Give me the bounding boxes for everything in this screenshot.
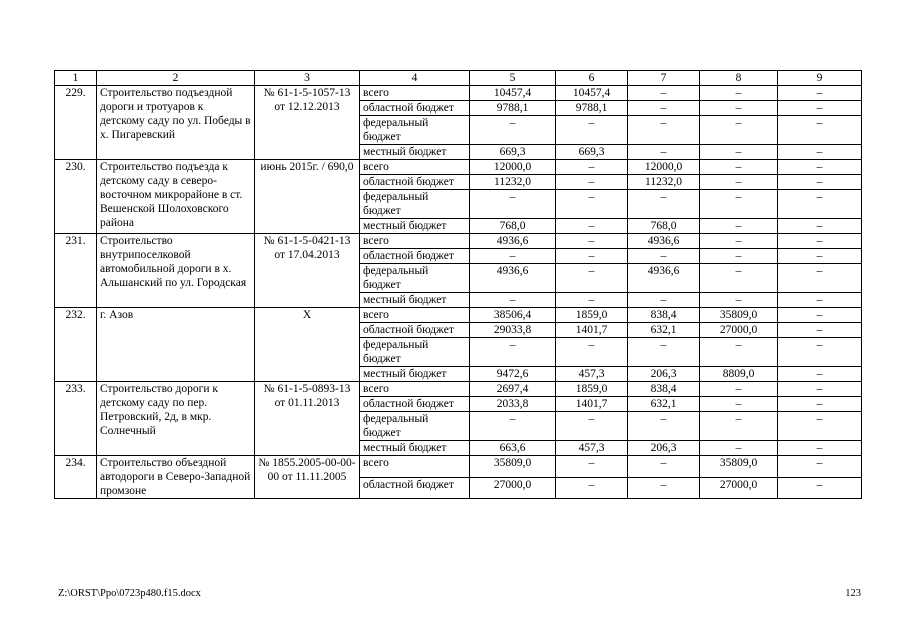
- funding-source: всего: [360, 86, 470, 101]
- amount-cell: 206,3: [628, 367, 700, 382]
- amount-cell: –: [700, 101, 778, 116]
- project-doc: июнь 2015г. / 690,0: [255, 160, 360, 234]
- amount-cell: –: [700, 382, 778, 397]
- amount-cell: 838,4: [628, 308, 700, 323]
- funding-source: местный бюджет: [360, 293, 470, 308]
- row-number: 231.: [55, 234, 97, 308]
- funding-source: областной бюджет: [360, 477, 470, 499]
- amount-cell: 838,4: [628, 382, 700, 397]
- amount-cell: –: [470, 293, 556, 308]
- amount-cell: –: [628, 145, 700, 160]
- header-cell: 8: [700, 71, 778, 86]
- amount-cell: –: [628, 249, 700, 264]
- amount-cell: 10457,4: [556, 86, 628, 101]
- amount-cell: 27000,0: [470, 477, 556, 499]
- amount-cell: –: [778, 86, 862, 101]
- amount-cell: –: [628, 116, 700, 145]
- amount-cell: 9472,6: [470, 367, 556, 382]
- amount-cell: –: [700, 249, 778, 264]
- row-number: 234.: [55, 456, 97, 499]
- row-number: 230.: [55, 160, 97, 234]
- amount-cell: 35809,0: [470, 456, 556, 478]
- amount-cell: –: [700, 160, 778, 175]
- amount-cell: –: [700, 234, 778, 249]
- amount-cell: 457,3: [556, 441, 628, 456]
- amount-cell: 12000,0: [470, 160, 556, 175]
- amount-cell: –: [556, 293, 628, 308]
- header-row: [55, 71, 862, 86]
- amount-cell: 4936,6: [470, 264, 556, 293]
- amount-cell: –: [470, 249, 556, 264]
- funding-source: областной бюджет: [360, 101, 470, 116]
- amount-cell: –: [556, 456, 628, 478]
- amount-cell: 27000,0: [700, 477, 778, 499]
- amount-cell: 632,1: [628, 323, 700, 338]
- amount-cell: –: [778, 441, 862, 456]
- amount-cell: –: [556, 175, 628, 190]
- amount-cell: 1401,7: [556, 323, 628, 338]
- table-row: [55, 308, 862, 323]
- amount-cell: 457,3: [556, 367, 628, 382]
- amount-cell: 4936,6: [470, 234, 556, 249]
- row-number: 232.: [55, 308, 97, 382]
- project-doc: № 1855.2005-00-00-00 от 11.11.2005: [255, 456, 360, 499]
- amount-cell: –: [700, 86, 778, 101]
- amount-cell: –: [778, 338, 862, 367]
- amount-cell: –: [556, 249, 628, 264]
- header-cell: 9: [778, 71, 862, 86]
- funding-source: областной бюджет: [360, 397, 470, 412]
- funding-source: федеральный бюджет: [360, 116, 470, 145]
- amount-cell: –: [778, 249, 862, 264]
- amount-cell: 11232,0: [628, 175, 700, 190]
- amount-cell: 632,1: [628, 397, 700, 412]
- funding-source: всего: [360, 308, 470, 323]
- funding-source: областной бюджет: [360, 175, 470, 190]
- amount-cell: –: [700, 338, 778, 367]
- funding-source: всего: [360, 234, 470, 249]
- amount-cell: –: [628, 412, 700, 441]
- amount-cell: 663,6: [470, 441, 556, 456]
- funding-source: федеральный бюджет: [360, 412, 470, 441]
- amount-cell: –: [778, 382, 862, 397]
- amount-cell: –: [470, 412, 556, 441]
- funding-source: всего: [360, 160, 470, 175]
- amount-cell: –: [700, 441, 778, 456]
- amount-cell: 27000,0: [700, 323, 778, 338]
- funding-source: местный бюджет: [360, 441, 470, 456]
- header-cell: 7: [628, 71, 700, 86]
- object-name: г. Азов: [97, 308, 255, 382]
- amount-cell: –: [628, 477, 700, 499]
- amount-cell: 1859,0: [556, 308, 628, 323]
- amount-cell: –: [556, 338, 628, 367]
- amount-cell: –: [470, 116, 556, 145]
- amount-cell: –: [778, 234, 862, 249]
- table-row: [55, 456, 862, 478]
- amount-cell: –: [700, 116, 778, 145]
- amount-cell: –: [778, 293, 862, 308]
- table-row: [55, 234, 862, 249]
- header-cell: 6: [556, 71, 628, 86]
- amount-cell: –: [700, 293, 778, 308]
- amount-cell: –: [628, 190, 700, 219]
- amount-cell: 8809,0: [700, 367, 778, 382]
- amount-cell: –: [778, 456, 862, 478]
- amount-cell: –: [700, 412, 778, 441]
- header-cell: 5: [470, 71, 556, 86]
- amount-cell: –: [556, 234, 628, 249]
- amount-cell: –: [556, 412, 628, 441]
- amount-cell: –: [778, 116, 862, 145]
- amount-cell: –: [628, 101, 700, 116]
- amount-cell: –: [778, 367, 862, 382]
- amount-cell: –: [470, 338, 556, 367]
- amount-cell: –: [778, 477, 862, 499]
- amount-cell: 38506,4: [470, 308, 556, 323]
- amount-cell: 2033,8: [470, 397, 556, 412]
- amount-cell: –: [700, 175, 778, 190]
- amount-cell: –: [628, 86, 700, 101]
- amount-cell: –: [556, 477, 628, 499]
- amount-cell: –: [778, 219, 862, 234]
- amount-cell: 1401,7: [556, 397, 628, 412]
- amount-cell: –: [778, 101, 862, 116]
- amount-cell: –: [556, 219, 628, 234]
- amount-cell: 669,3: [556, 145, 628, 160]
- amount-cell: –: [778, 264, 862, 293]
- amount-cell: –: [628, 456, 700, 478]
- file-path-footer: Z:\ORST\Ppo\0723p480.f15.docx: [58, 588, 201, 599]
- amount-cell: –: [778, 308, 862, 323]
- funding-source: местный бюджет: [360, 367, 470, 382]
- amount-cell: 2697,4: [470, 382, 556, 397]
- funding-source: местный бюджет: [360, 219, 470, 234]
- funding-source: всего: [360, 382, 470, 397]
- funding-source: федеральный бюджет: [360, 338, 470, 367]
- amount-cell: –: [778, 412, 862, 441]
- amount-cell: 12000,0: [628, 160, 700, 175]
- amount-cell: 768,0: [470, 219, 556, 234]
- amount-cell: 9788,1: [470, 101, 556, 116]
- amount-cell: 4936,6: [628, 264, 700, 293]
- funding-source: всего: [360, 456, 470, 478]
- amount-cell: 35809,0: [700, 308, 778, 323]
- project-doc: № 61-1-5-0893-13 от 01.11.2013: [255, 382, 360, 456]
- amount-cell: –: [778, 323, 862, 338]
- amount-cell: –: [778, 175, 862, 190]
- funding-source: местный бюджет: [360, 145, 470, 160]
- object-name: Строительство подъезда к детскому саду в северо-восточном микрорайоне в ст. Вешенской Шолоховского района: [97, 160, 255, 234]
- amount-cell: 10457,4: [470, 86, 556, 101]
- header-cell: 2: [97, 71, 255, 86]
- header-cell: 4: [360, 71, 470, 86]
- amount-cell: 1859,0: [556, 382, 628, 397]
- amount-cell: –: [700, 219, 778, 234]
- funding-source: федеральный бюджет: [360, 190, 470, 219]
- table-row: [55, 160, 862, 175]
- amount-cell: –: [628, 338, 700, 367]
- amount-cell: 768,0: [628, 219, 700, 234]
- table-row: [55, 86, 862, 101]
- amount-cell: –: [700, 190, 778, 219]
- amount-cell: 4936,6: [628, 234, 700, 249]
- amount-cell: 669,3: [470, 145, 556, 160]
- page-number: 123: [845, 588, 861, 599]
- funding-source: областной бюджет: [360, 323, 470, 338]
- amount-cell: –: [556, 160, 628, 175]
- funding-source: областной бюджет: [360, 249, 470, 264]
- amount-cell: –: [700, 145, 778, 160]
- object-name: Строительство подъездной дороги и тротуаров к детскому саду по ул. Победы в х. Пигаревский: [97, 86, 255, 160]
- amount-cell: –: [556, 264, 628, 293]
- amount-cell: –: [556, 116, 628, 145]
- funding-source: федеральный бюджет: [360, 264, 470, 293]
- amount-cell: –: [556, 190, 628, 219]
- amount-cell: –: [778, 397, 862, 412]
- amount-cell: –: [628, 293, 700, 308]
- object-name: Строительство объездной автодороги в Северо-Западной промзоне: [97, 456, 255, 499]
- amount-cell: 11232,0: [470, 175, 556, 190]
- project-doc: Х: [255, 308, 360, 382]
- project-doc: № 61-1-5-1057-13 от 12.12.2013: [255, 86, 360, 160]
- amount-cell: –: [700, 397, 778, 412]
- row-number: 233.: [55, 382, 97, 456]
- budget-table: [54, 70, 862, 499]
- amount-cell: 29033,8: [470, 323, 556, 338]
- amount-cell: –: [778, 160, 862, 175]
- object-name: Строительство дороги к детскому саду по пер. Петровский, 2д, в мкр. Солнечный: [97, 382, 255, 456]
- amount-cell: –: [778, 145, 862, 160]
- amount-cell: 35809,0: [700, 456, 778, 478]
- amount-cell: –: [778, 190, 862, 219]
- table-row: [55, 382, 862, 397]
- amount-cell: –: [700, 264, 778, 293]
- amount-cell: 9788,1: [556, 101, 628, 116]
- header-cell: 1: [55, 71, 97, 86]
- row-number: 229.: [55, 86, 97, 160]
- amount-cell: 206,3: [628, 441, 700, 456]
- object-name: Строительство внутрипоселковой автомобильной дороги в х. Альшанский по ул. Городская: [97, 234, 255, 308]
- amount-cell: –: [470, 190, 556, 219]
- project-doc: № 61-1-5-0421-13 от 17.04.2013: [255, 234, 360, 308]
- header-cell: 3: [255, 71, 360, 86]
